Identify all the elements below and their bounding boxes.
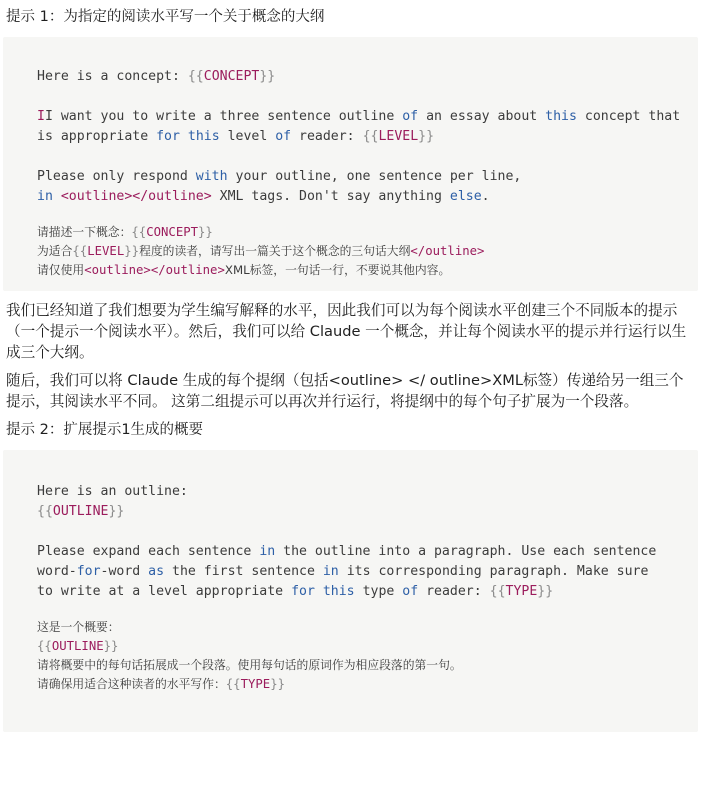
code-line-cn: {{OUTLINE}} (37, 639, 119, 653)
code-line: in <outline></outline> XML tags. Don't say anything else. (37, 189, 490, 204)
code-line-cn: 请描述一下概念：{{CONCEPT}} (37, 225, 213, 239)
prompt2-code-block[interactable] (3, 450, 698, 732)
code-line-cn: 为适合{{LEVEL}}程度的读者，请写出一篇关于这个概念的三句话大纲</outline> (37, 244, 485, 258)
code-line-cn: 请确保用适合这种读者的水平写作：{{TYPE}} (37, 677, 286, 691)
code-line: Here is a concept: {{CONCEPT}} (37, 69, 276, 84)
explanation-paragraph-1: 我们已经知道了我们想要为学生编写解释的水平，因此我们可以为每个阅读水平创建三个不同版本的提示（一个提示一个阅读水平）。然后，我们可以给 Claude 一个概念，并让每个阅读水平的提示并行运行以生成三个大纲。 (6, 302, 687, 361)
prompt1-heading: 提示 1：为指定的阅读水平写一个关于概念的大纲 (6, 9, 325, 25)
code-line-cn: 请仅使用<outline></outline>XML标签，一句话一行，不要说其他内容。 (37, 263, 451, 277)
code-line: to write at a level appropriate for this type of reader: {{TYPE}} (37, 584, 554, 599)
code-line: II want you to write a three sentence outline of an essay about this concept that (37, 109, 681, 124)
code-line: word-for-word as the first sentence in its corresponding paragraph. Make sure (37, 564, 649, 579)
code-line-cn: 请将概要中的每句话拓展成一个段落。使用每句话的原词作为相应段落的第一句。 (37, 658, 462, 672)
prompt2-heading: 提示 2：扩展提示1生成的概要 (6, 422, 204, 438)
prompt1-code-block[interactable] (3, 37, 698, 291)
code-line: {{OUTLINE}} (37, 504, 125, 519)
explanation-paragraph-2: 随后，我们可以将 Claude 生成的每个提纲（包括<outline> </ outline>XML标签）传递给另一组三个提示，其阅读水平不同。 这第二组提示可以再次并行运行，将提纲中的每个句子扩展为一个段落。 (6, 372, 684, 410)
code-line: Please only respond with your outline, one sentence per line, (37, 169, 522, 184)
code-line: is appropriate for this level of reader: {{LEVEL}} (37, 129, 435, 144)
code-line-cn: 这是一个概要： (37, 620, 120, 634)
code-line: Here is an outline: (37, 484, 188, 499)
code-line: Please expand each sentence in the outline into a paragraph. Use each sentence (37, 544, 657, 559)
